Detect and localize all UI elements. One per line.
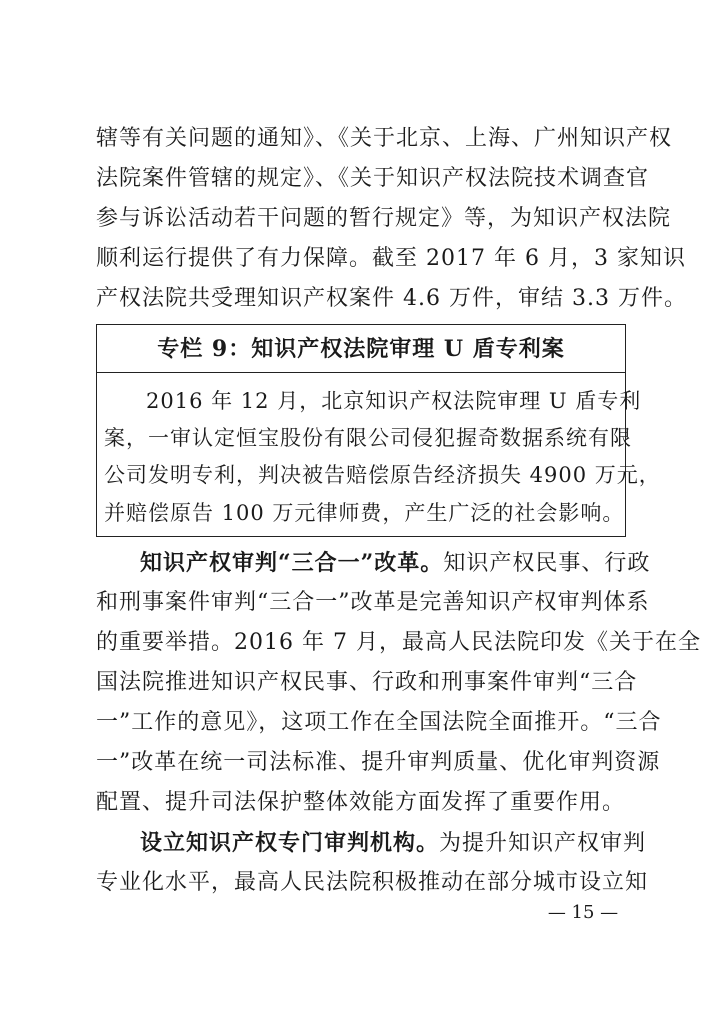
paragraph-line: 的重要举措。2016 年 7 月，最高人民法院印发《关于在全 [96,630,701,655]
paragraph-line-last: 产权法院共受理知识产权案件 4.6 万件，审结 3.3 万件。 [96,286,687,311]
paragraph-line [96,545,651,581]
column-title: 专栏 9：知识产权法院审理 U 盾专利案 [97,325,625,373]
section-heading: 知识产权审判“三合一”改革。 [140,550,444,576]
paragraph-line: 一”工作的意见》，这项工作在全国法院全面推开。“三合 [96,710,662,735]
paragraph-line: 顺利运行提供了有力保障。截至 2017 年 6 月，3 家知识 [96,246,686,271]
column-line: 2016 年 12 月，北京知识产权法院审理 U 盾专利 [146,389,642,413]
paragraph-line: 专业化水平，最高人民法院积极推动在部分城市设立知 [96,870,649,895]
paragraph-line: 和刑事案件审判“三合一”改革是完善知识产权审判体系 [96,590,650,615]
paragraph-line [96,825,647,861]
page-number: — 15 — [547,902,619,923]
paragraph-line: 辖等有关问题的通知》、《关于北京、上海、广州知识产权 [96,126,673,151]
paragraph-text: 为提升知识产权审判 [439,831,647,856]
column-line: 并赔偿原告 100 万元律师费，产生广泛的社会影响。 [104,501,625,525]
section-heading: 设立知识产权专门审判机构。 [140,830,440,856]
column-box [96,324,661,537]
paragraph-line: 国法院推进知识产权民事、行政和刑事案件审判“三合 [96,670,638,695]
paragraph-line: 参与诉讼活动若干问题的暂行规定》等，为知识产权法院 [96,206,672,231]
column-line: 案，一审认定恒宝股份有限公司侵犯握奇数据系统有限 [104,426,632,450]
column-line: 公司发明专利，判决被告赔偿原告经济损失 4900 万元， [104,463,661,487]
paragraph-line-last: 配置、提升司法保护整体效能方面发挥了重要作用。 [96,790,626,815]
paragraph-line: 法院案件管辖的规定》、《关于知识产权法院技术调查官 [96,166,650,191]
paragraph-text: 知识产权民事、行政 [443,551,651,576]
paragraph-line: 一”改革在统一司法标准、提升审判质量、优化审判资源 [96,750,661,775]
